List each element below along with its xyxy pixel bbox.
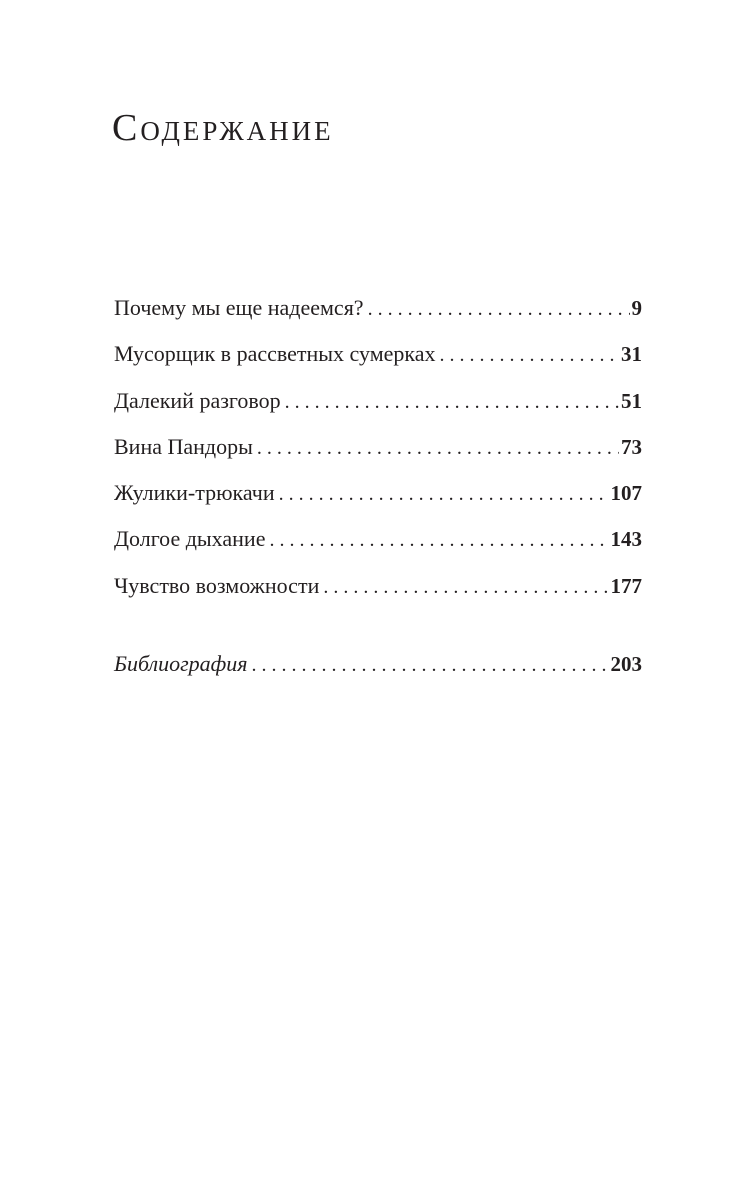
page-title: Содержание xyxy=(112,107,334,149)
toc-entry-page: 73 xyxy=(621,434,642,459)
toc-entry-title: Библиография xyxy=(114,651,248,677)
toc-entry-title: Далекий разговор xyxy=(114,387,281,413)
toc-dot-leader xyxy=(440,335,619,375)
toc-entry-page: 107 xyxy=(610,481,642,506)
table-of-contents xyxy=(114,288,642,690)
toc-dot-leader xyxy=(252,645,609,685)
toc-entry xyxy=(114,566,642,612)
toc-entry-title: Долгое дыхание xyxy=(114,526,266,552)
toc-dot-leader xyxy=(368,289,630,329)
toc-dot-leader xyxy=(285,382,619,422)
toc-entry-bibliography xyxy=(114,644,642,690)
toc-dot-leader xyxy=(257,428,619,468)
toc-entry-title: Мусорщик в рассветных сумерках xyxy=(114,341,436,367)
toc-entry-title: Жулики-трюкачи xyxy=(114,480,275,506)
toc-entry-page: 203 xyxy=(610,652,642,677)
toc-entry-page: 9 xyxy=(631,296,642,320)
toc-dot-leader xyxy=(269,520,608,560)
toc-entry xyxy=(114,381,642,427)
toc-entry-page: 143 xyxy=(610,527,642,552)
toc-entry-title: Чувство возможности xyxy=(114,572,320,598)
toc-entry xyxy=(114,519,642,565)
toc-entry-page: 31 xyxy=(621,342,642,367)
toc-entry xyxy=(114,473,642,519)
toc-entry xyxy=(114,288,642,334)
toc-entry-page: 177 xyxy=(610,573,642,598)
toc-entry-title: Вина Пандоры xyxy=(114,433,253,459)
toc-entry-page: 51 xyxy=(621,388,642,413)
toc-dot-leader xyxy=(279,474,609,514)
toc-spacer xyxy=(114,612,642,644)
toc-entry-title: Почему мы еще надеемся? xyxy=(114,295,364,320)
toc-dot-leader xyxy=(323,567,608,607)
toc-entry xyxy=(114,334,642,380)
toc-entry xyxy=(114,427,642,473)
